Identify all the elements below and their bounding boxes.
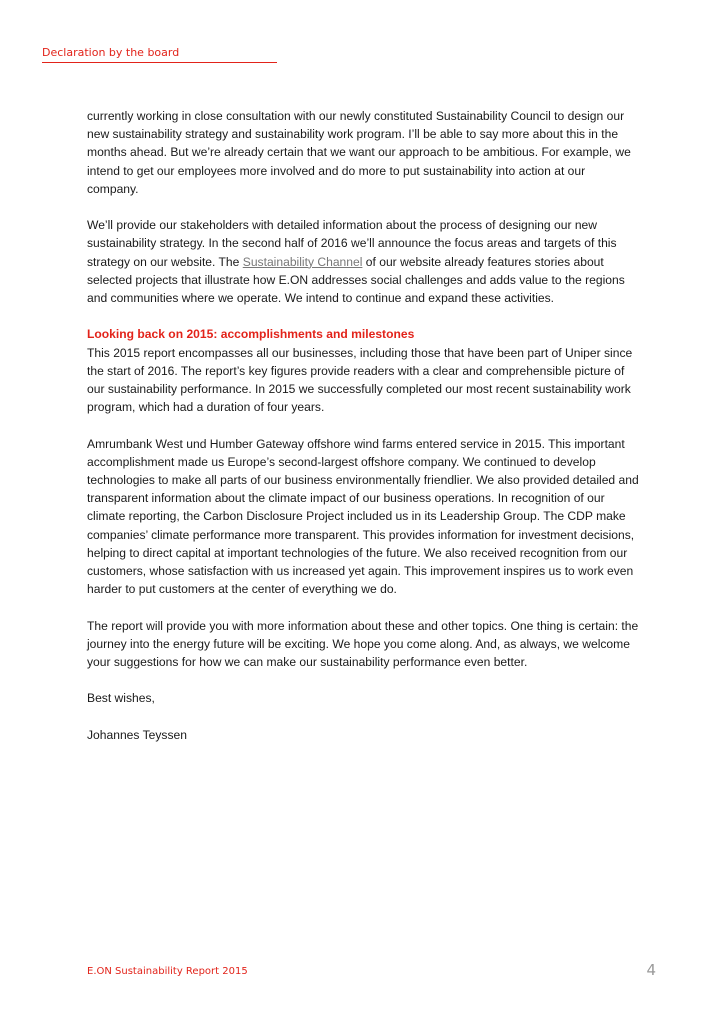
- paragraph-report-scope: This 2015 report encompasses all our businesses, including those that have been part of Uniper since the start of 2016. The report’s key figures provide readers with a clear and comprehensible picture of our sustainability performance. In 2015 we successfully completed our most recent sustainability work program, which had a duration of four years.: [87, 345, 633, 415]
- page-number: 4: [646, 961, 656, 979]
- sustainability-channel-link[interactable]: Sustainability Channel: [242, 254, 363, 269]
- section-title: Declaration by the board: [42, 46, 277, 63]
- closing-salutation: Best wishes,: [87, 691, 155, 706]
- footer-report-title: E.ON Sustainability Report 2015: [87, 966, 248, 977]
- paragraph-outlook: The report will provide you with more information about these and other topics. One thing is certain: the journey into the energy future will be exciting. We hope you come along. And, as always, we welcome your suggestions for how we can make our sustainability performance even better.: [87, 618, 639, 670]
- paragraph-text-after-link: of our website already features stories about selected projects that illustrate how E.ON addresses social challenges and adds value to the regions and communities where we operate. We intend to continue and expand these activities.: [87, 254, 625, 306]
- paragraph-sustainability-council: currently working in close consultation with our newly constituted Sustainability Council to design our new sustainability strategy and sustainability work program. I’ll be able to say more about this in the months ahead. But we’re already certain that we want our approach to be ambitious. For example, we intend to get our employees more involved and do more to put sustainability into action at our company.: [87, 109, 631, 196]
- section-heading-2015: Looking back on 2015: accomplishments and milestones: [87, 327, 415, 342]
- paragraph-text-before-link: We’ll provide our stakeholders with detailed information about the process of designing our new sustainability strategy. In the second half of 2016 we’ll announce the focus areas and targets of this strategy on our website. The: [87, 218, 617, 269]
- paragraph-stakeholder-information: [87, 216, 639, 307]
- paragraph-accomplishments: Amrumbank West und Humber Gateway offshore wind farms entered service in 2015. This important accomplishment made us Europe’s second-largest offshore company. We continued to develop technologies to make all parts of our business environmentally friendlier. We also provided detailed and transparent information about the climate impact of our business operations. In recognition of our climate reporting, the Carbon Disclosure Project included us in its Leadership Group. The CDP make companies’ climate performance more transparent. This provides information for investment decisions, helping to direct capital at important technologies of the future. We also received recognition from our customers, whose satisfaction with us increased yet again. This improvement inspires us to work even harder to put customers at the center of everything we do.: [87, 436, 639, 597]
- letter-body: [87, 107, 639, 762]
- signature-name: Johannes Teyssen: [87, 727, 187, 742]
